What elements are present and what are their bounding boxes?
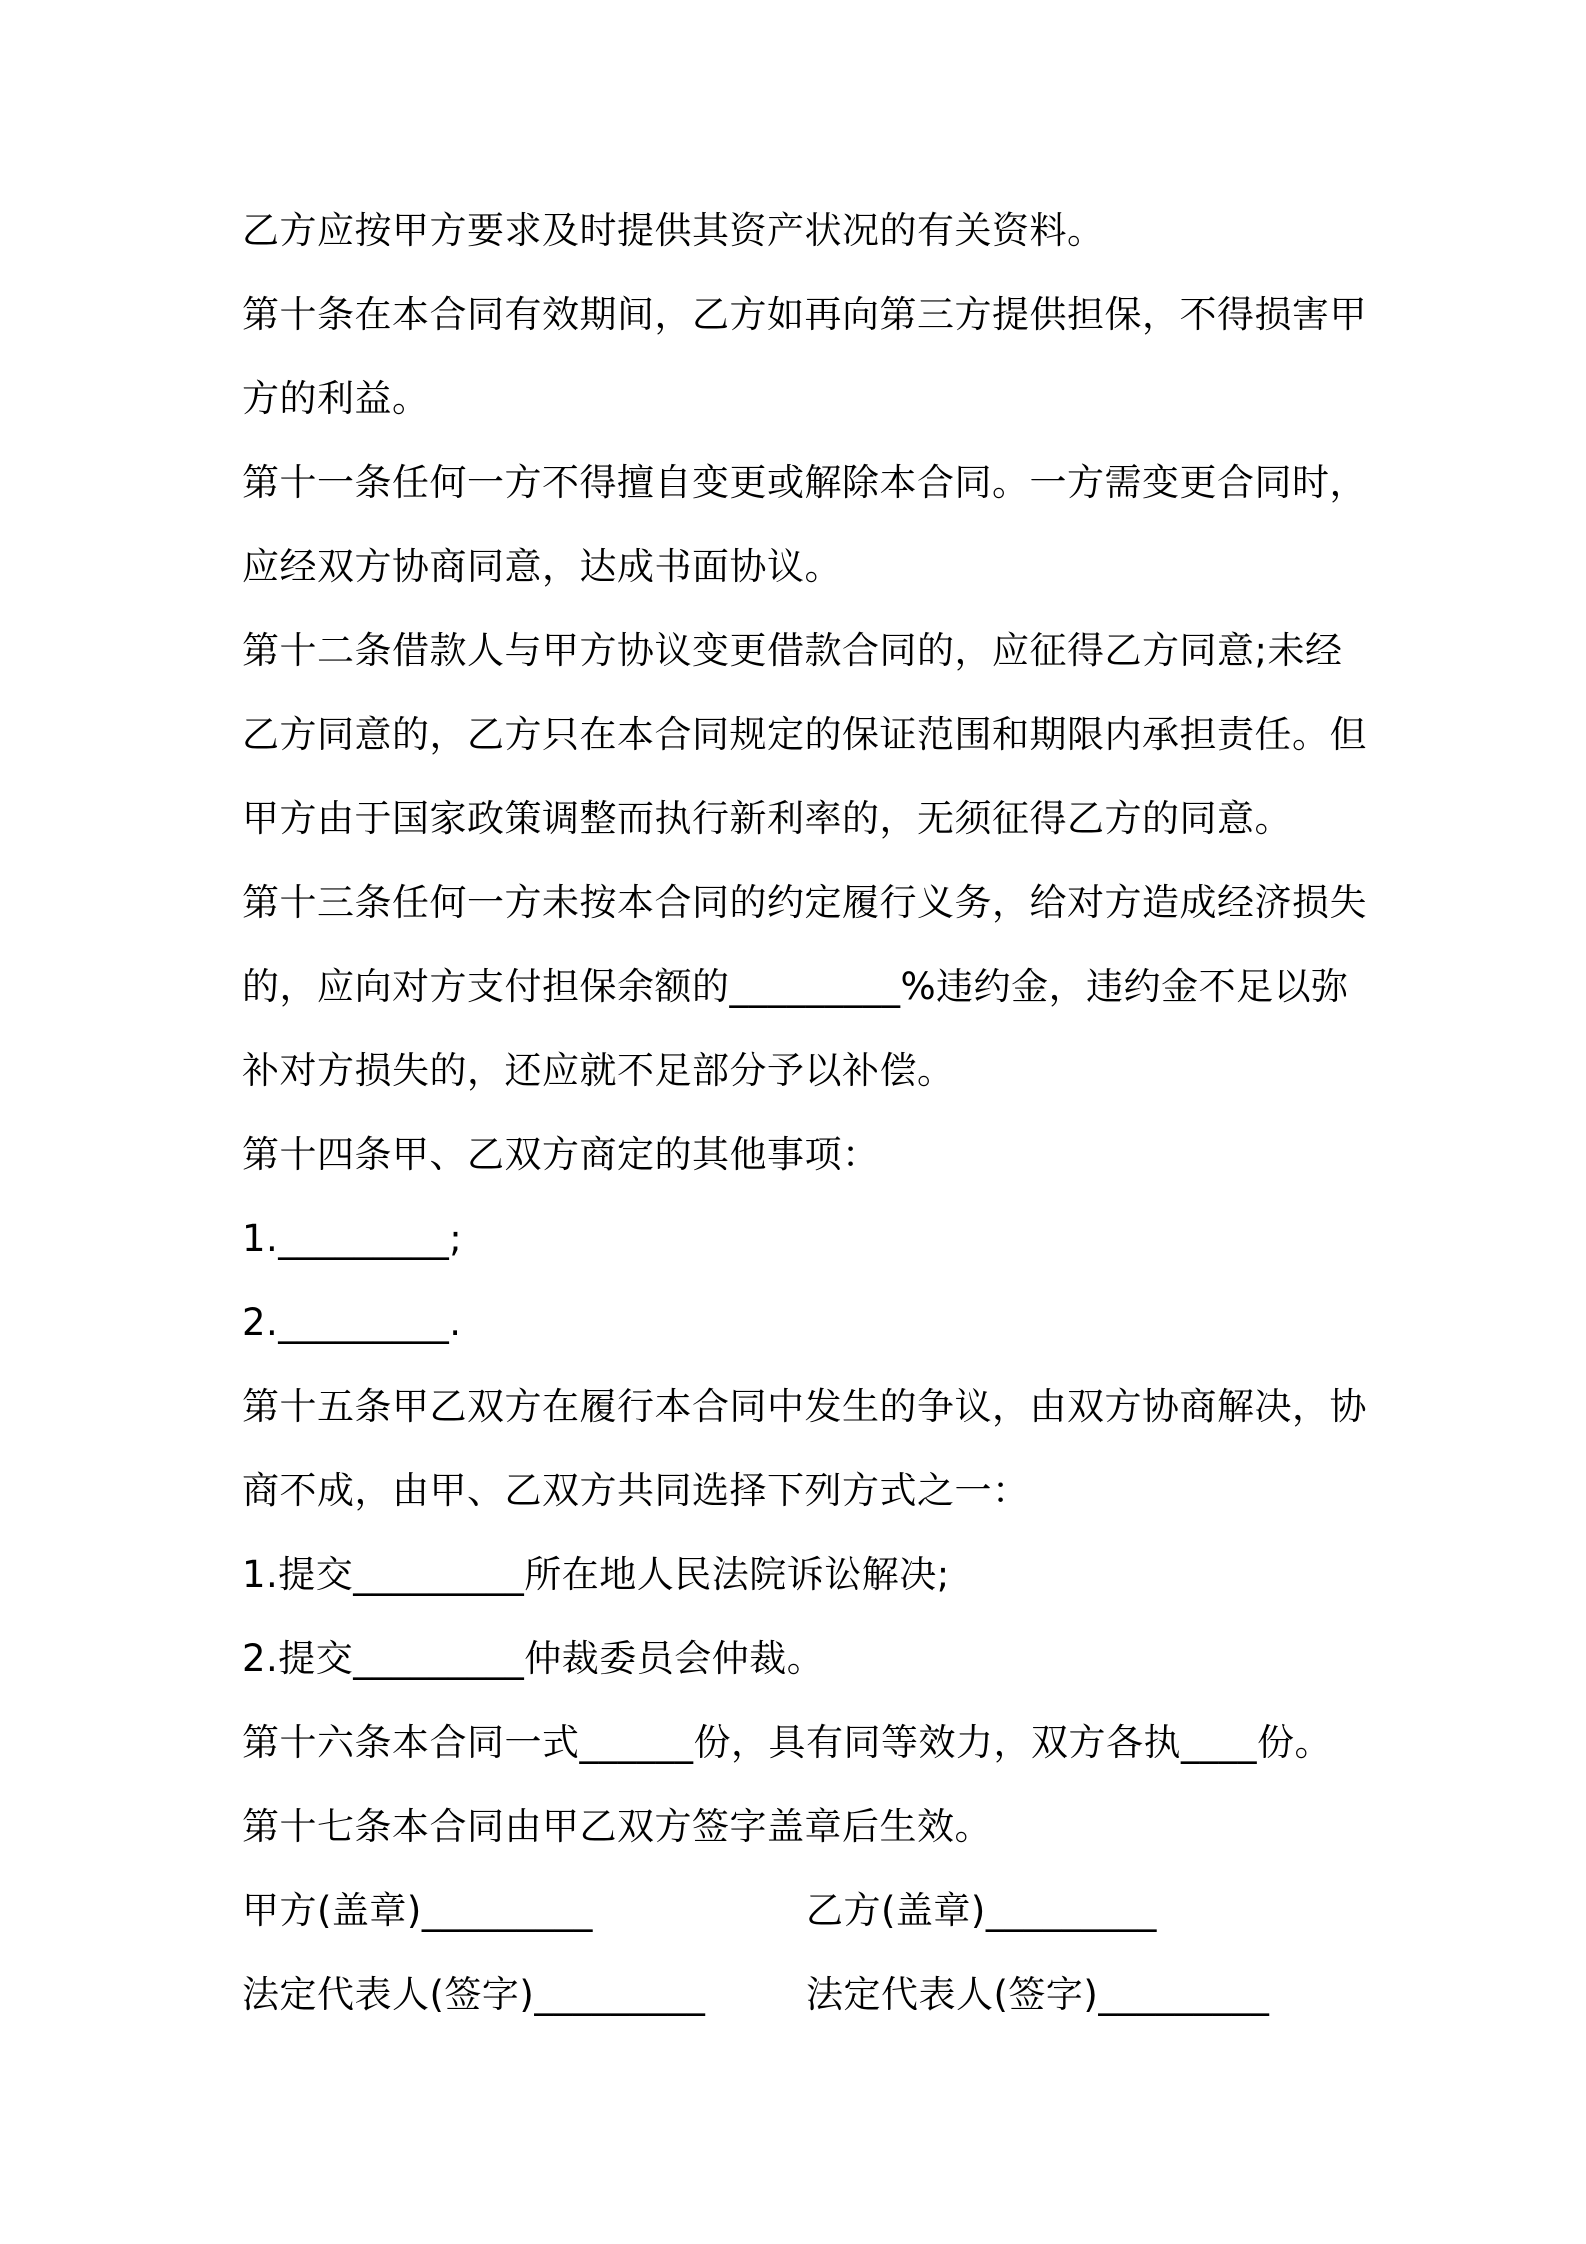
text-line: 第十四条甲、乙双方商定的其他事项：	[242, 1133, 880, 1176]
text-line: 第十六条本合同一式______份，具有同等效力，双方各执____份。	[242, 1721, 1332, 1764]
text-line: 应经双方协商同意，达成书面协议。	[242, 545, 842, 588]
text-line: 2.提交_________仲裁委员会仲裁。	[242, 1637, 825, 1680]
party-a-representative-line: 法定代表人(签字)_________	[242, 1973, 706, 2016]
text-line: 方的利益。	[242, 377, 430, 420]
party-b-seal-line: 乙方(盖章)_________	[806, 1889, 1157, 1932]
party-b-representative-line: 法定代表人(签字)_________	[806, 1973, 1270, 2016]
text-line: 第十二条借款人与甲方协议变更借款合同的，应征得乙方同意;未经	[242, 629, 1343, 672]
text-line: 第十三条任何一方未按本合同的约定履行义务，给对方造成经济损失	[242, 881, 1367, 924]
text-line: 第十一条任何一方不得擅自变更或解除本合同。一方需变更合同时，	[242, 461, 1367, 504]
text-line: 1.提交_________所在地人民法院诉讼解决;	[242, 1553, 950, 1596]
text-line: 乙方应按甲方要求及时提供其资产状况的有关资料。	[242, 209, 1105, 252]
text-line: 商不成，由甲、乙双方共同选择下列方式之一：	[242, 1469, 1030, 1512]
text-line: 1._________;	[242, 1217, 463, 1260]
text-line: 的，应向对方支付担保余额的_________%违约金，违约金不足以弥	[242, 965, 1349, 1008]
text-line: 第十条在本合同有效期间，乙方如再向第三方提供担保，不得损害甲	[242, 293, 1367, 336]
party-a-seal-line: 甲方(盖章)_________	[242, 1889, 593, 1932]
text-line: 2._________.	[242, 1301, 462, 1344]
text-line: 第十七条本合同由甲乙双方签字盖章后生效。	[242, 1805, 992, 1848]
text-line: 补对方损失的，还应就不足部分予以补偿。	[242, 1049, 955, 1092]
text-line: 乙方同意的，乙方只在本合同规定的保证范围和期限内承担责任。但	[242, 713, 1367, 756]
text-line: 第十五条甲乙双方在履行本合同中发生的争议，由双方协商解决，协	[242, 1385, 1367, 1428]
text-line: 甲方由于国家政策调整而执行新利率的，无须征得乙方的同意。	[242, 797, 1292, 840]
